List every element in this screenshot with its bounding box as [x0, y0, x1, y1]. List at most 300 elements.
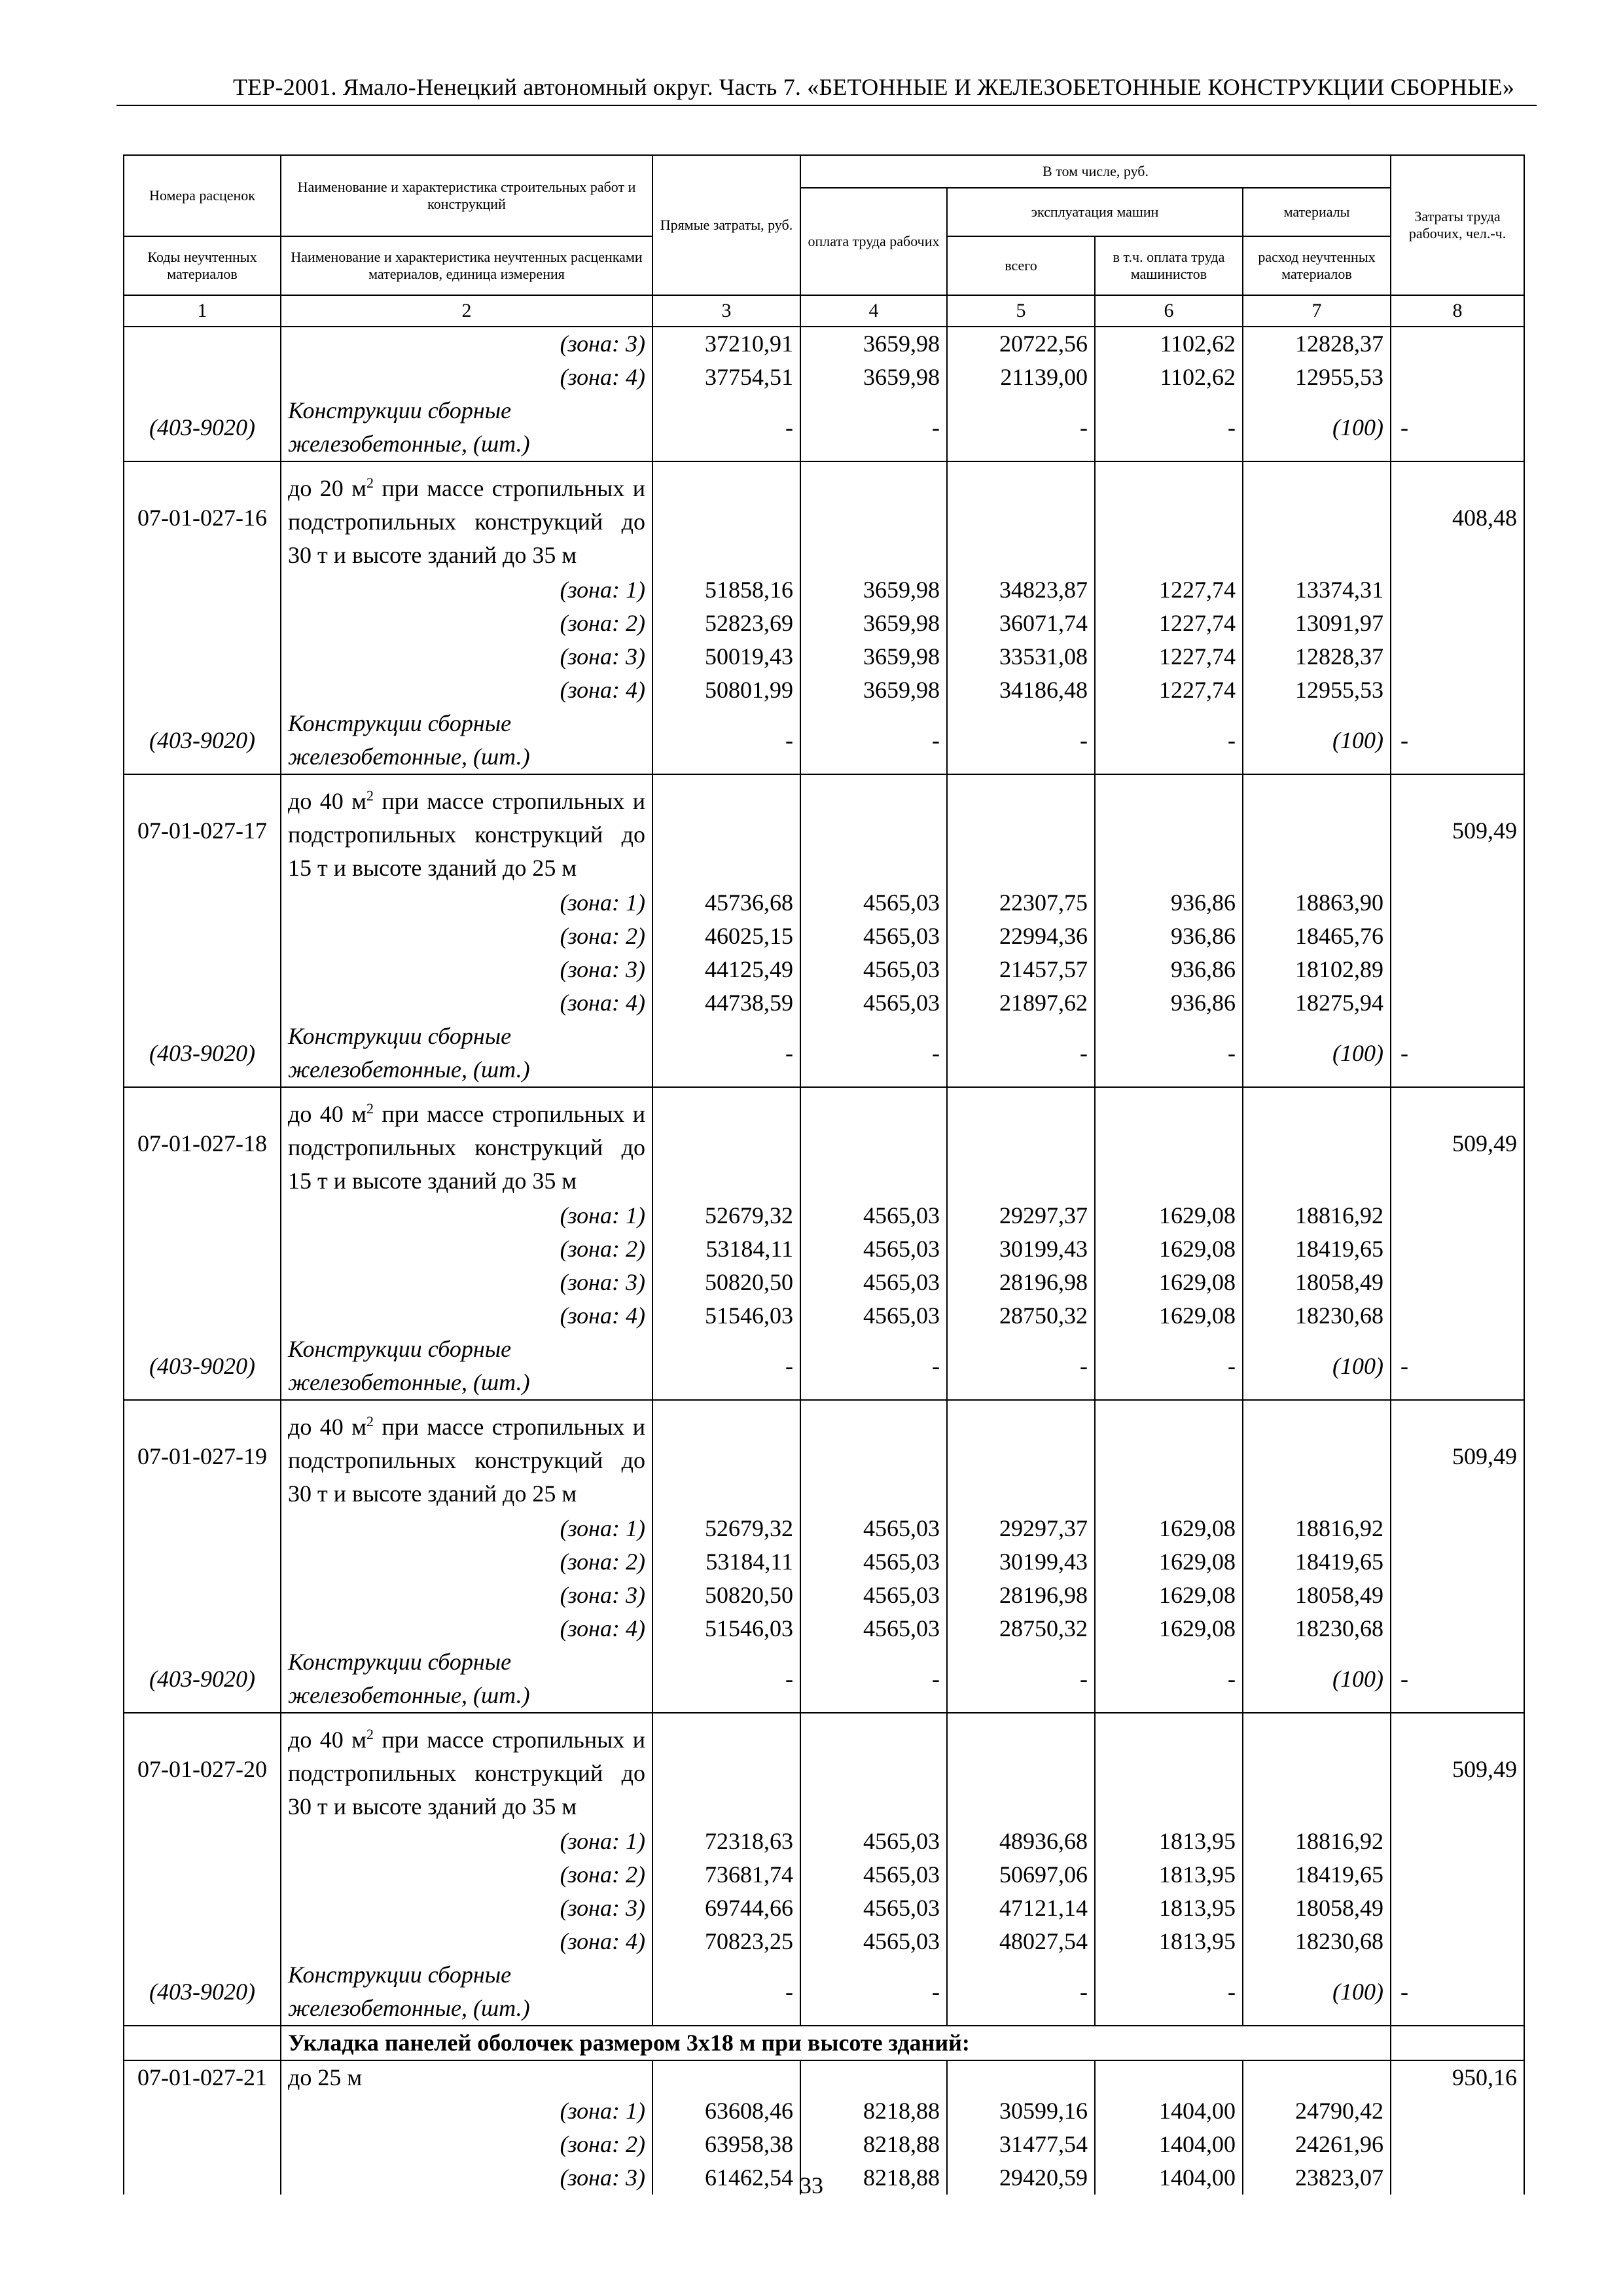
zone-row [124, 1512, 1524, 1545]
machinist-cost: 936,86 [1095, 986, 1243, 1020]
zone-row [124, 673, 1524, 707]
empty-cell [652, 1087, 800, 1199]
machinist-cost: 1813,95 [1095, 1925, 1243, 1958]
wages-cost: 4565,03 [800, 953, 947, 986]
machine-cost: 29297,37 [947, 1199, 1095, 1232]
wages-cost: 3659,98 [800, 607, 947, 640]
zone-row [124, 1199, 1524, 1232]
machinist-cost: 1629,08 [1095, 1545, 1243, 1579]
desc-part: до 40 м [288, 1727, 366, 1753]
labor-cell [1391, 2128, 1524, 2161]
machine-cost: 34186,48 [947, 673, 1095, 707]
column-number: 4 [800, 295, 947, 327]
empty-cell [652, 774, 800, 886]
empty-cell [1243, 1713, 1391, 1825]
machine-cost: 21139,00 [947, 361, 1095, 394]
work-description [281, 1713, 652, 1825]
machine-cost: 21457,57 [947, 953, 1095, 986]
material-code: (403-9020) [124, 394, 281, 461]
machine-cost: 22994,36 [947, 920, 1095, 953]
machine-cost: 36071,74 [947, 607, 1095, 640]
direct-cost: 50820,50 [652, 1266, 800, 1299]
materials-cost: 18419,65 [1243, 1858, 1391, 1892]
code-cell [124, 1199, 281, 1232]
wages-cost: 4565,03 [800, 1199, 947, 1232]
dash-cell: - [800, 1958, 947, 2026]
machinist-cost: 936,86 [1095, 886, 1243, 920]
materials-cost: 18816,92 [1243, 1825, 1391, 1858]
zone-row [124, 327, 1524, 361]
machine-cost: 33531,08 [947, 640, 1095, 673]
dash-cell: - [1095, 1645, 1243, 1713]
th-incl: В том числе, руб. [800, 155, 1391, 188]
direct-cost: 45736,68 [652, 886, 800, 920]
dash-cell: - [1391, 394, 1524, 461]
empty-cell [652, 461, 800, 573]
th-total: всего [947, 236, 1095, 295]
labor-cell [1391, 1199, 1524, 1232]
zone-row [124, 2094, 1524, 2128]
code-cell [124, 1266, 281, 1299]
code-cell [124, 1579, 281, 1612]
superscript: 2 [366, 475, 374, 491]
zone-label: (зона: 2) [281, 607, 652, 640]
machine-cost: 31477,54 [947, 2128, 1095, 2161]
column-number: 6 [1095, 295, 1243, 327]
empty-cell [947, 2060, 1095, 2094]
machine-cost: 29420,59 [947, 2161, 1095, 2195]
dash-cell: - [1095, 1333, 1243, 1400]
zone-label: (зона: 4) [281, 986, 652, 1020]
zone-row [124, 1612, 1524, 1645]
material-code: (403-9020) [124, 1020, 281, 1087]
dash-cell: - [652, 1020, 800, 1087]
machinist-cost: 1813,95 [1095, 1892, 1243, 1925]
zone-row [124, 2128, 1524, 2161]
code-cell [124, 640, 281, 673]
machinist-cost: 1102,62 [1095, 361, 1243, 394]
work-description [281, 1400, 652, 1512]
direct-cost: 44125,49 [652, 953, 800, 986]
wages-cost: 4565,03 [800, 1232, 947, 1266]
zone-label: (зона: 2) [281, 1545, 652, 1579]
machinist-cost: 936,86 [1095, 920, 1243, 953]
machine-cost: 22307,75 [947, 886, 1095, 920]
empty-cell [1243, 1087, 1391, 1199]
material-name: Конструкции сборные железобетонные, (шт.) [281, 394, 652, 461]
machinist-cost: 1629,08 [1095, 1512, 1243, 1545]
direct-cost: 50801,99 [652, 673, 800, 707]
wages-cost: 3659,98 [800, 361, 947, 394]
dash-cell: - [947, 707, 1095, 774]
zone-row [124, 573, 1524, 607]
wages-cost: 4565,03 [800, 1266, 947, 1299]
dash-cell: - [800, 1333, 947, 1400]
zone-label: (зона: 2) [281, 1232, 652, 1266]
material-name: Конструкции сборные железобетонные, (шт.) [281, 1958, 652, 2026]
dash-cell: - [800, 707, 947, 774]
labor-cell [1391, 1858, 1524, 1892]
materials-cost: 18419,65 [1243, 1545, 1391, 1579]
zone-label: (зона: 4) [281, 1612, 652, 1645]
material-code: (403-9020) [124, 1958, 281, 2026]
machine-cost: 48027,54 [947, 1925, 1095, 1958]
empty-cell [1095, 1087, 1243, 1199]
column-number: 3 [652, 295, 800, 327]
th-codes: Коды неучтенных материалов [124, 236, 281, 295]
code-cell [124, 573, 281, 607]
machine-cost: 34823,87 [947, 573, 1095, 607]
superscript: 2 [366, 1726, 374, 1742]
direct-cost: 51546,03 [652, 1612, 800, 1645]
zone-row [124, 607, 1524, 640]
materials-cost: 23823,07 [1243, 2161, 1391, 2195]
machine-cost: 29297,37 [947, 1512, 1095, 1545]
material-code: (403-9020) [124, 1645, 281, 1713]
code-cell [124, 2026, 281, 2060]
direct-cost: 44738,59 [652, 986, 800, 1020]
direct-cost: 52823,69 [652, 607, 800, 640]
labor-cell [1391, 1299, 1524, 1333]
zone-row [124, 1266, 1524, 1299]
material-consumption: (100) [1243, 1958, 1391, 2026]
machinist-cost: 1404,00 [1095, 2128, 1243, 2161]
dash-cell: - [1391, 707, 1524, 774]
wages-cost: 3659,98 [800, 327, 947, 361]
wages-cost: 8218,88 [800, 2128, 947, 2161]
materials-cost: 18230,68 [1243, 1925, 1391, 1958]
materials-cost: 18419,65 [1243, 1232, 1391, 1266]
desc-part: при массе стропильных и подстропильных конструкций до 30 т и высоте зданий до 35 м [288, 475, 645, 568]
header-rule [116, 105, 1537, 106]
rate-code: 07-01-027-18 [124, 1087, 281, 1199]
dash-cell: - [1095, 394, 1243, 461]
code-cell [124, 886, 281, 920]
empty-cell [947, 1713, 1095, 1825]
labor-cell [1391, 886, 1524, 920]
dash-cell: - [1095, 1020, 1243, 1087]
wages-cost: 4565,03 [800, 1925, 947, 1958]
dash-cell: - [652, 1333, 800, 1400]
material-row [124, 707, 1524, 774]
zone-label: (зона: 3) [281, 327, 652, 361]
item-row [124, 1713, 1524, 1825]
labor-cell [1391, 1612, 1524, 1645]
code-cell [124, 953, 281, 986]
materials-cost: 18863,90 [1243, 886, 1391, 920]
zone-row [124, 920, 1524, 953]
dash-cell: - [1095, 1958, 1243, 2026]
code-cell [124, 1545, 281, 1579]
zone-label: (зона: 3) [281, 640, 652, 673]
labor-cost: 509,49 [1391, 1087, 1524, 1199]
code-cell [124, 327, 281, 361]
zone-row [124, 640, 1524, 673]
direct-cost: 70823,25 [652, 1925, 800, 1958]
superscript: 2 [366, 1413, 374, 1429]
page-header: ТЕР-2001. Ямало-Ненецкий автономный округ. Часть 7. «БЕТОННЫЕ И ЖЕЛЕЗОБЕТОННЫЕ КОНСТРУКЦИИ СБОРНЫЕ» [232, 74, 1515, 100]
section-row [124, 2026, 1524, 2060]
machine-cost: 28196,98 [947, 1266, 1095, 1299]
desc-part: при массе стропильных и подстропильных конструкций до 15 т и высоте зданий до 25 м [288, 788, 645, 881]
labor-cell [1391, 573, 1524, 607]
empty-cell [1243, 1400, 1391, 1512]
material-row [124, 1333, 1524, 1400]
material-consumption: (100) [1243, 1645, 1391, 1713]
dash-cell: - [800, 1020, 947, 1087]
dash-cell: - [652, 1958, 800, 2026]
machine-cost: 20722,56 [947, 327, 1095, 361]
zone-label: (зона: 3) [281, 953, 652, 986]
column-number: 7 [1243, 295, 1391, 327]
zone-row [124, 1858, 1524, 1892]
wages-cost: 8218,88 [800, 2161, 947, 2195]
zone-label: (зона: 1) [281, 2094, 652, 2128]
zone-row [124, 1299, 1524, 1333]
wages-cost: 4565,03 [800, 886, 947, 920]
machine-cost: 47121,14 [947, 1892, 1095, 1925]
zone-label: (зона: 4) [281, 1299, 652, 1333]
section-title: Укладка панелей оболочек размером 3х18 м при высоте зданий: [281, 2026, 1391, 2060]
code-cell [124, 1512, 281, 1545]
labor-cell [1391, 1232, 1524, 1266]
labor-cell [1391, 2026, 1524, 2060]
labor-cell [1391, 1266, 1524, 1299]
direct-cost: 52679,32 [652, 1512, 800, 1545]
zone-label: (зона: 1) [281, 886, 652, 920]
machine-cost: 50697,06 [947, 1858, 1095, 1892]
code-cell [124, 1232, 281, 1266]
column-number: 5 [947, 295, 1095, 327]
materials-cost: 13091,97 [1243, 607, 1391, 640]
zone-row [124, 953, 1524, 986]
th-labor: Затраты труда рабочих, чел.-ч. [1391, 155, 1524, 295]
dash-cell: - [1391, 1020, 1524, 1087]
machine-cost: 28196,98 [947, 1579, 1095, 1612]
materials-cost: 18230,68 [1243, 1612, 1391, 1645]
labor-cell [1391, 673, 1524, 707]
zone-label: (зона: 1) [281, 573, 652, 607]
empty-cell [947, 461, 1095, 573]
code-cell [124, 1858, 281, 1892]
code-cell [124, 986, 281, 1020]
th-wages: оплата труда рабочих [800, 188, 947, 295]
machine-cost: 21897,62 [947, 986, 1095, 1020]
material-row [124, 1645, 1524, 1713]
zone-label: (зона: 2) [281, 2128, 652, 2161]
dash-cell: - [947, 1333, 1095, 1400]
dash-cell: - [652, 1645, 800, 1713]
material-name: Конструкции сборные железобетонные, (шт.) [281, 1645, 652, 1713]
code-cell [124, 607, 281, 640]
material-name: Конструкции сборные железобетонные, (шт.) [281, 1333, 652, 1400]
zone-label: (зона: 4) [281, 1925, 652, 1958]
dash-cell: - [800, 1645, 947, 1713]
column-number: 2 [281, 295, 652, 327]
zone-label: (зона: 2) [281, 1858, 652, 1892]
direct-cost: 37754,51 [652, 361, 800, 394]
dash-cell: - [1391, 1333, 1524, 1400]
empty-cell [652, 1713, 800, 1825]
rate-code: 07-01-027-17 [124, 774, 281, 886]
desc-part: до 20 м [288, 475, 366, 501]
zone-label: (зона: 1) [281, 1512, 652, 1545]
machine-cost: 28750,32 [947, 1299, 1095, 1333]
wages-cost: 4565,03 [800, 1612, 947, 1645]
zone-label: (зона: 3) [281, 1892, 652, 1925]
machine-cost: 30599,16 [947, 2094, 1095, 2128]
code-cell [124, 2128, 281, 2161]
th-consumption: расход неучтенных материалов [1243, 236, 1391, 295]
materials-cost: 12955,53 [1243, 361, 1391, 394]
materials-cost: 18816,92 [1243, 1512, 1391, 1545]
empty-cell [800, 774, 947, 886]
desc-part: при массе стропильных и подстропильных конструкций до 30 т и высоте зданий до 35 м [288, 1727, 645, 1820]
machinist-cost: 1629,08 [1095, 1232, 1243, 1266]
code-cell [124, 2094, 281, 2128]
labor-cost: 950,16 [1391, 2060, 1524, 2094]
machinist-cost: 1227,74 [1095, 673, 1243, 707]
code-cell [124, 1299, 281, 1333]
machine-cost: 48936,68 [947, 1825, 1095, 1858]
rate-code: 07-01-027-16 [124, 461, 281, 573]
direct-cost: 46025,15 [652, 920, 800, 953]
machinist-cost: 1102,62 [1095, 327, 1243, 361]
machine-cost: 28750,32 [947, 1612, 1095, 1645]
dash-cell: - [652, 394, 800, 461]
materials-cost: 13374,31 [1243, 573, 1391, 607]
material-row [124, 1020, 1524, 1087]
direct-cost: 72318,63 [652, 1825, 800, 1858]
material-consumption: (100) [1243, 1333, 1391, 1400]
materials-cost: 18058,49 [1243, 1266, 1391, 1299]
empty-cell [1243, 2060, 1391, 2094]
empty-cell [1095, 1713, 1243, 1825]
th-rate-no: Номера расценок [124, 155, 281, 236]
direct-cost: 53184,11 [652, 1232, 800, 1266]
th-direct: Прямые затраты, руб. [652, 155, 800, 295]
labor-cell [1391, 1925, 1524, 1958]
direct-cost: 63608,46 [652, 2094, 800, 2128]
machinist-cost: 1404,00 [1095, 2161, 1243, 2195]
wages-cost: 3659,98 [800, 573, 947, 607]
labor-cell [1391, 327, 1524, 361]
code-cell [124, 361, 281, 394]
zone-row [124, 1925, 1524, 1958]
machinist-cost: 1813,95 [1095, 1858, 1243, 1892]
wages-cost: 3659,98 [800, 673, 947, 707]
zone-row [124, 886, 1524, 920]
column-number: 8 [1391, 295, 1524, 327]
zone-row [124, 1892, 1524, 1925]
work-description [281, 1087, 652, 1199]
empty-cell [800, 1713, 947, 1825]
labor-cell [1391, 1892, 1524, 1925]
dash-cell: - [1391, 1958, 1524, 2026]
machine-cost: 30199,43 [947, 1545, 1095, 1579]
wages-cost: 4565,03 [800, 1545, 947, 1579]
th-mat-name: Наименование и характеристика неучтенных расценками материалов, единица измерения [281, 236, 652, 295]
labor-cost: 509,49 [1391, 1713, 1524, 1825]
labor-cell [1391, 2094, 1524, 2128]
materials-cost: 18058,49 [1243, 1892, 1391, 1925]
dash-cell: - [947, 1958, 1095, 2026]
rates-table [123, 154, 1525, 2195]
material-consumption: (100) [1243, 1020, 1391, 1087]
wages-cost: 4565,03 [800, 1892, 947, 1925]
material-code: (403-9020) [124, 707, 281, 774]
zone-label: (зона: 4) [281, 673, 652, 707]
machinist-cost: 1227,74 [1095, 573, 1243, 607]
empty-cell [652, 2060, 800, 2094]
code-cell [124, 1612, 281, 1645]
code-cell [124, 920, 281, 953]
zone-row [124, 1545, 1524, 1579]
labor-cell [1391, 361, 1524, 394]
zone-label: (зона: 1) [281, 1825, 652, 1858]
direct-cost: 63958,38 [652, 2128, 800, 2161]
wages-cost: 8218,88 [800, 2094, 947, 2128]
material-name: Конструкции сборные железобетонные, (шт.) [281, 1020, 652, 1087]
code-cell [124, 673, 281, 707]
material-row [124, 394, 1524, 461]
dash-cell: - [1391, 1645, 1524, 1713]
labor-cell [1391, 920, 1524, 953]
item-row [124, 774, 1524, 886]
labor-cell [1391, 953, 1524, 986]
wages-cost: 4565,03 [800, 1858, 947, 1892]
direct-cost: 52679,32 [652, 1199, 800, 1232]
direct-cost: 51858,16 [652, 573, 800, 607]
machinist-cost: 1227,74 [1095, 640, 1243, 673]
labor-cost: 408,48 [1391, 461, 1524, 573]
labor-cell [1391, 640, 1524, 673]
empty-cell [947, 1400, 1095, 1512]
dash-cell: - [800, 394, 947, 461]
labor-cell [1391, 1512, 1524, 1545]
empty-cell [947, 1087, 1095, 1199]
superscript: 2 [366, 1100, 374, 1117]
item-row [124, 1400, 1524, 1512]
labor-cell [1391, 607, 1524, 640]
code-cell [124, 1825, 281, 1858]
materials-cost: 18230,68 [1243, 1299, 1391, 1333]
direct-cost: 69744,66 [652, 1892, 800, 1925]
materials-cost: 24261,96 [1243, 2128, 1391, 2161]
wages-cost: 4565,03 [800, 1579, 947, 1612]
machinist-cost: 1404,00 [1095, 2094, 1243, 2128]
desc-part: при массе стропильных и подстропильных конструкций до 15 т и высоте зданий до 35 м [288, 1101, 645, 1194]
zone-row [124, 1579, 1524, 1612]
material-consumption: (100) [1243, 394, 1391, 461]
zone-label: (зона: 1) [281, 1199, 652, 1232]
direct-cost: 61462,54 [652, 2161, 800, 2195]
desc-part: до 40 м [288, 1414, 366, 1440]
machinist-cost: 1227,74 [1095, 607, 1243, 640]
materials-cost: 18058,49 [1243, 1579, 1391, 1612]
materials-cost: 18816,92 [1243, 1199, 1391, 1232]
wages-cost: 3659,98 [800, 640, 947, 673]
rate-code: 07-01-027-19 [124, 1400, 281, 1512]
page-number: 33 [800, 2172, 823, 2198]
zone-row [124, 1825, 1524, 1858]
item-row [124, 461, 1524, 573]
materials-cost: 18275,94 [1243, 986, 1391, 1020]
rate-code: 07-01-027-21 [124, 2060, 281, 2094]
materials-cost: 18465,76 [1243, 920, 1391, 953]
code-cell [124, 1925, 281, 1958]
wages-cost: 4565,03 [800, 1512, 947, 1545]
